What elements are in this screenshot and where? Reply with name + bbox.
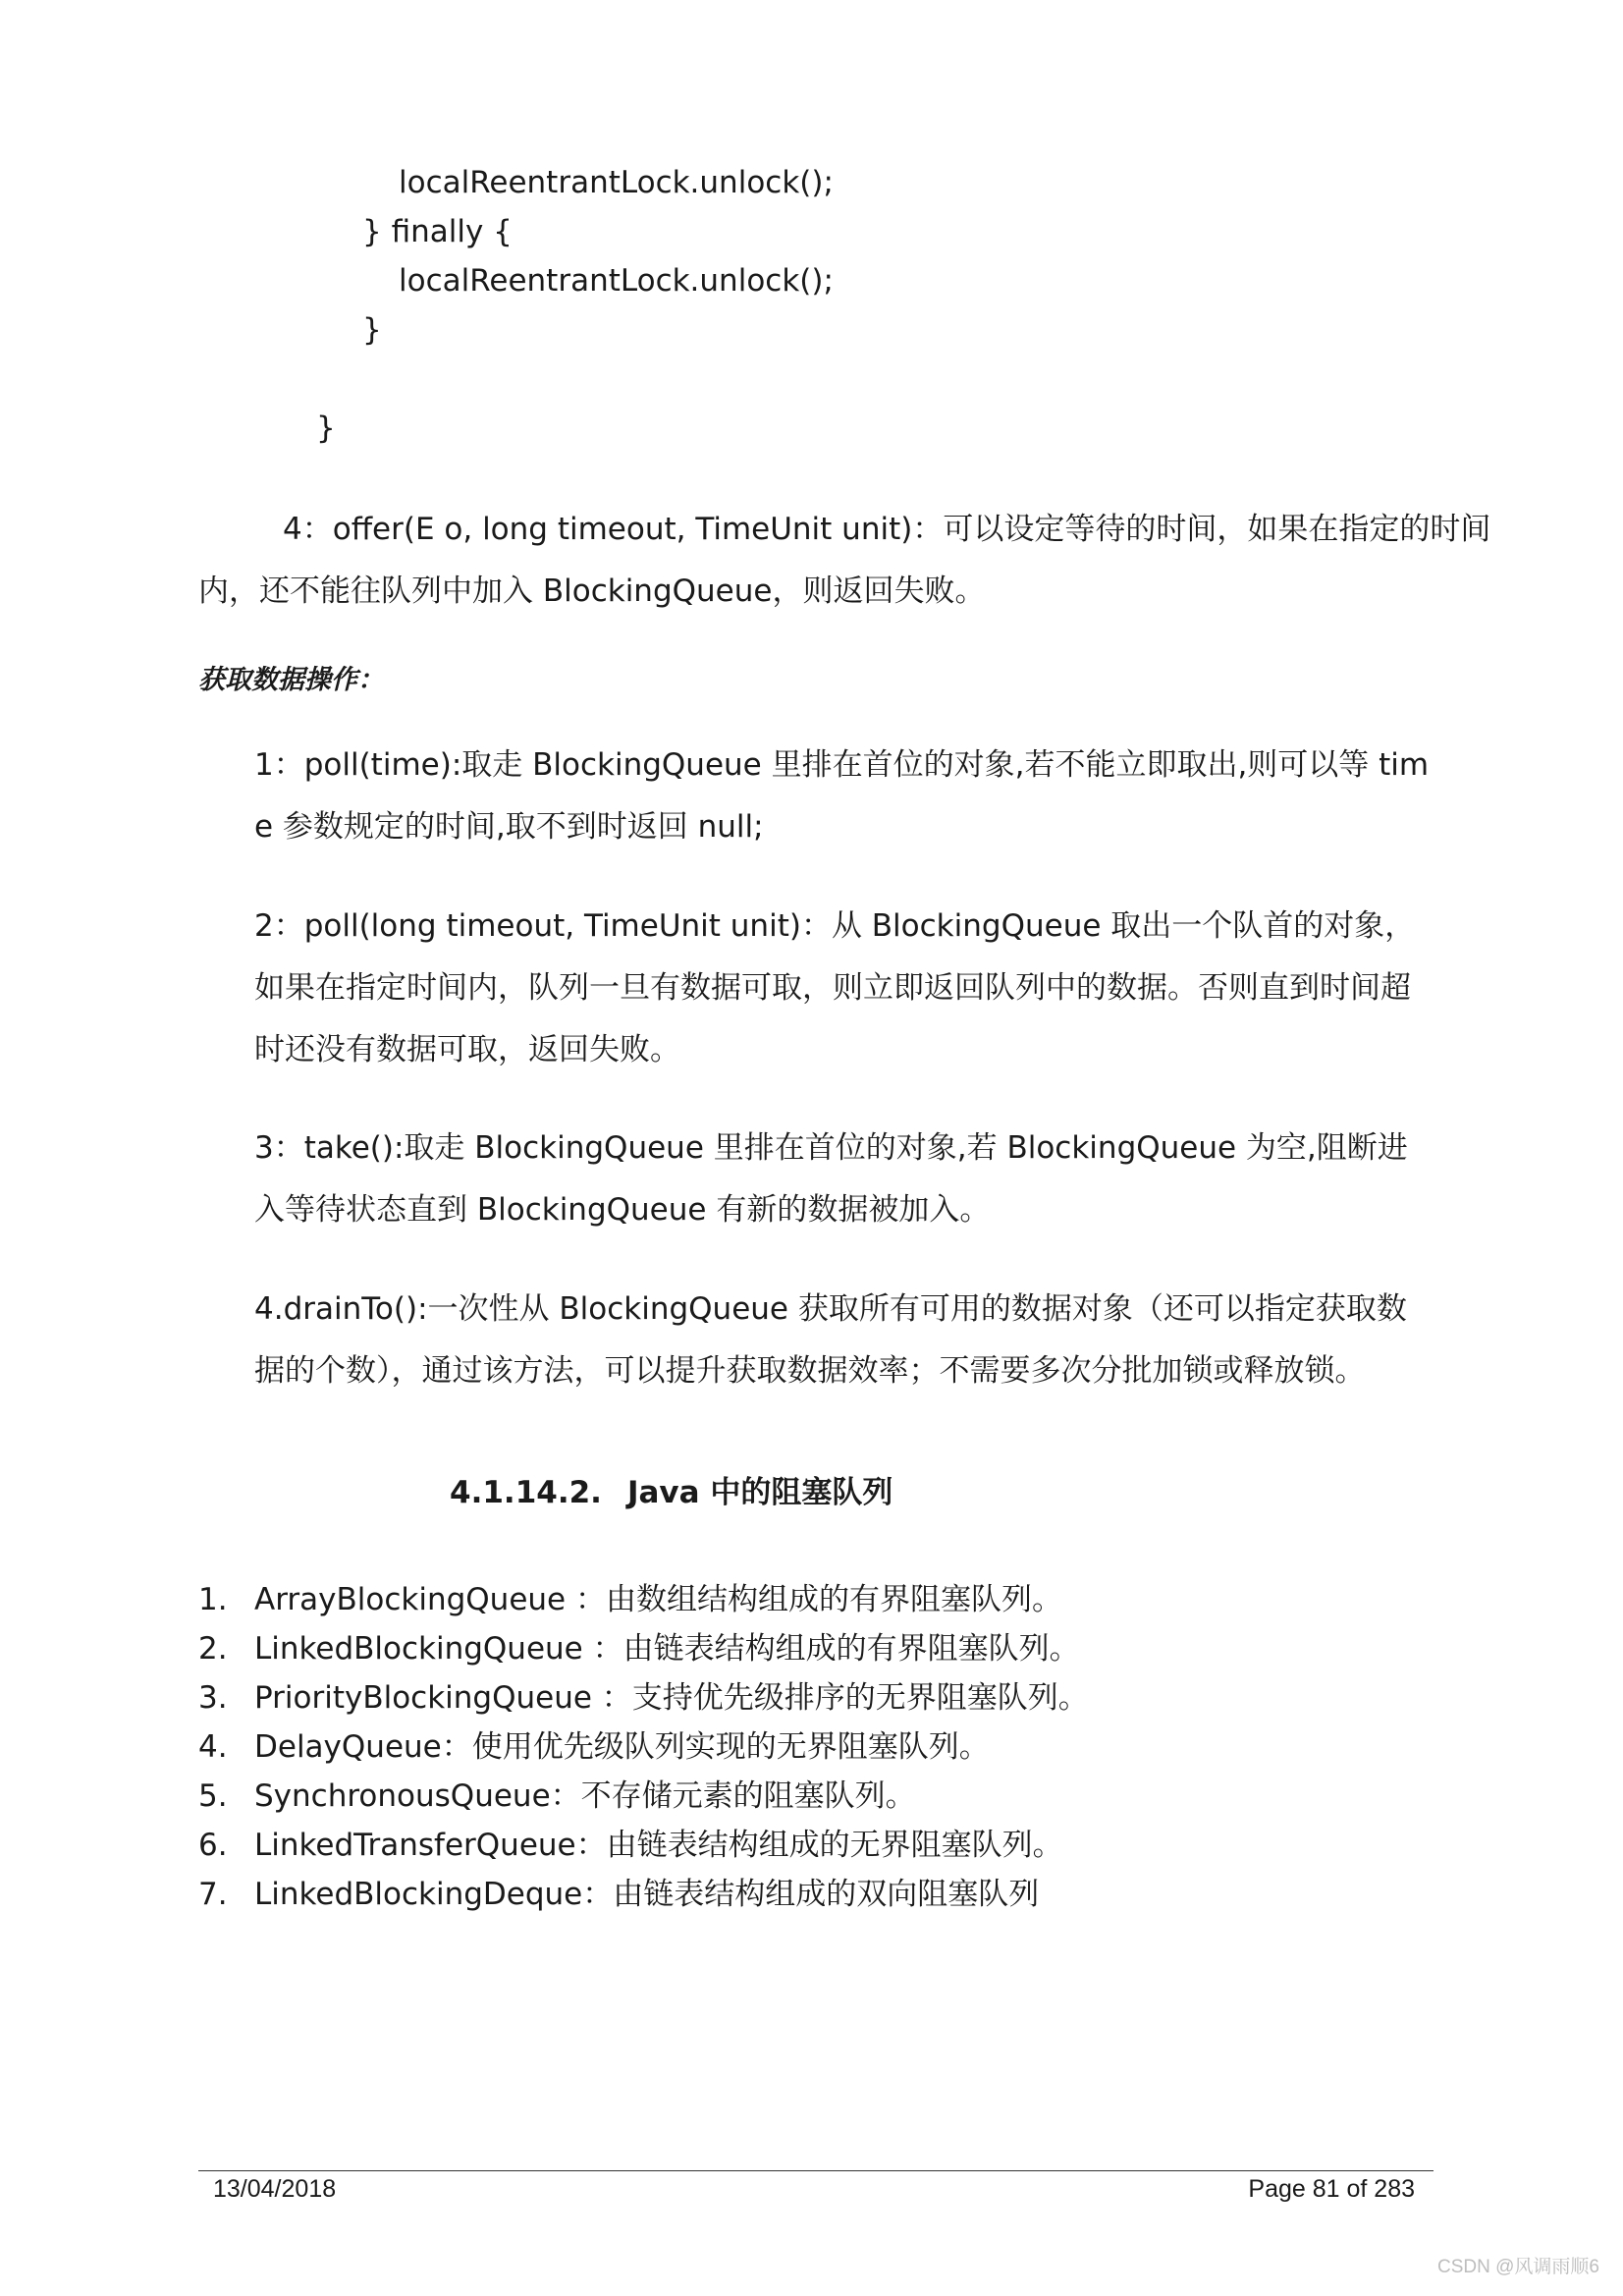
offer-line-2: 内，还不能往队列中加入 BlockingQueue，则返回失败。 [198, 574, 986, 609]
csdn-watermark: CSDN @风调雨顺6 [1437, 2257, 1599, 2277]
code-line: localReentrantLock.unlock(); [399, 263, 834, 299]
list-item [198, 1821, 1475, 1870]
code-line: localReentrantLock.unlock(); [399, 165, 834, 200]
footer-date: 13/04/2018 [213, 2175, 337, 2203]
list-item-number: 5. [198, 1778, 228, 1814]
list-item-number: 7. [198, 1877, 228, 1912]
drainto-paragraph: 4.drainTo():一次性从 BlockingQueue 获取所有可用的数据对象（还可以指定获取数据的个数），通过该方法，可以提升获取数据效率；不需要多次分批加锁或释放锁。 [254, 1291, 1407, 1389]
list-item-number: 1. [198, 1582, 228, 1617]
list-item-number: 2. [198, 1631, 228, 1667]
list-item [198, 1624, 1475, 1673]
list-item-number: 4. [198, 1729, 228, 1765]
section-title [450, 1467, 893, 1511]
list-item [198, 1575, 1475, 1624]
list-item-text: SynchronousQueue：不存储元素的阻塞队列。 [254, 1778, 916, 1814]
list-item [198, 1673, 1475, 1722]
list-item-text: LinkedBlockingDeque：由链表结构组成的双向阻塞队列 [254, 1877, 1040, 1912]
list-item-text: ArrayBlockingQueue ：由数组结构组成的有界阻塞队列。 [254, 1582, 1062, 1617]
list-item-number: 6. [198, 1828, 228, 1863]
footer-page-number: Page 81 of 283 [1248, 2175, 1415, 2203]
list-item-text: LinkedTransferQueue：由链表结构组成的无界阻塞队列。 [254, 1828, 1063, 1863]
poll-timeout-paragraph: 2：poll(long timeout, TimeUnit unit)：从 BlockingQueue 取出一个队首的对象，如果在指定时间内，队列一旦有数据可取，则立即返回队列中的数据。否则直到时间超时还没有数据可取，返回失败。 [254, 908, 1416, 1067]
list-item [198, 1870, 1475, 1919]
list-item-text: LinkedBlockingQueue ：由链表结构组成的有界阻塞队列。 [254, 1631, 1080, 1667]
code-line: } [362, 312, 382, 348]
code-line: } finally { [362, 214, 513, 249]
blocking-queue-list [198, 1575, 1475, 1919]
code-line: } [316, 410, 336, 446]
list-item-text: DelayQueue：使用优先级队列实现的无界阻塞队列。 [254, 1729, 990, 1765]
footer-divider [198, 2170, 1434, 2171]
offer-line-1: 4：offer(E o, long timeout, TimeUnit unit)：可以设定等待的时间，如果在指定的时间 [283, 512, 1491, 547]
list-item [198, 1772, 1475, 1821]
list-item-number: 3. [198, 1680, 228, 1716]
list-item [198, 1722, 1475, 1772]
retrieve-ops-heading: 获取数据操作： [198, 665, 384, 695]
section-number: 4.1.14.2. [450, 1475, 602, 1510]
take-paragraph: 3：take():取走 BlockingQueue 里排在首位的对象,若 BlockingQueue 为空,阻断进入等待状态直到 BlockingQueue 有新的数据被加入。 [254, 1130, 1408, 1228]
poll-time-paragraph: 1：poll(time):取走 BlockingQueue 里排在首位的对象,若不能立即取出,则可以等 time 参数规定的时间,取不到时返回 null; [254, 747, 1430, 845]
section-title-text: Java 中的阻塞队列 [626, 1475, 893, 1510]
list-item-text: PriorityBlockingQueue ：支持优先级排序的无界阻塞队列。 [254, 1680, 1089, 1716]
